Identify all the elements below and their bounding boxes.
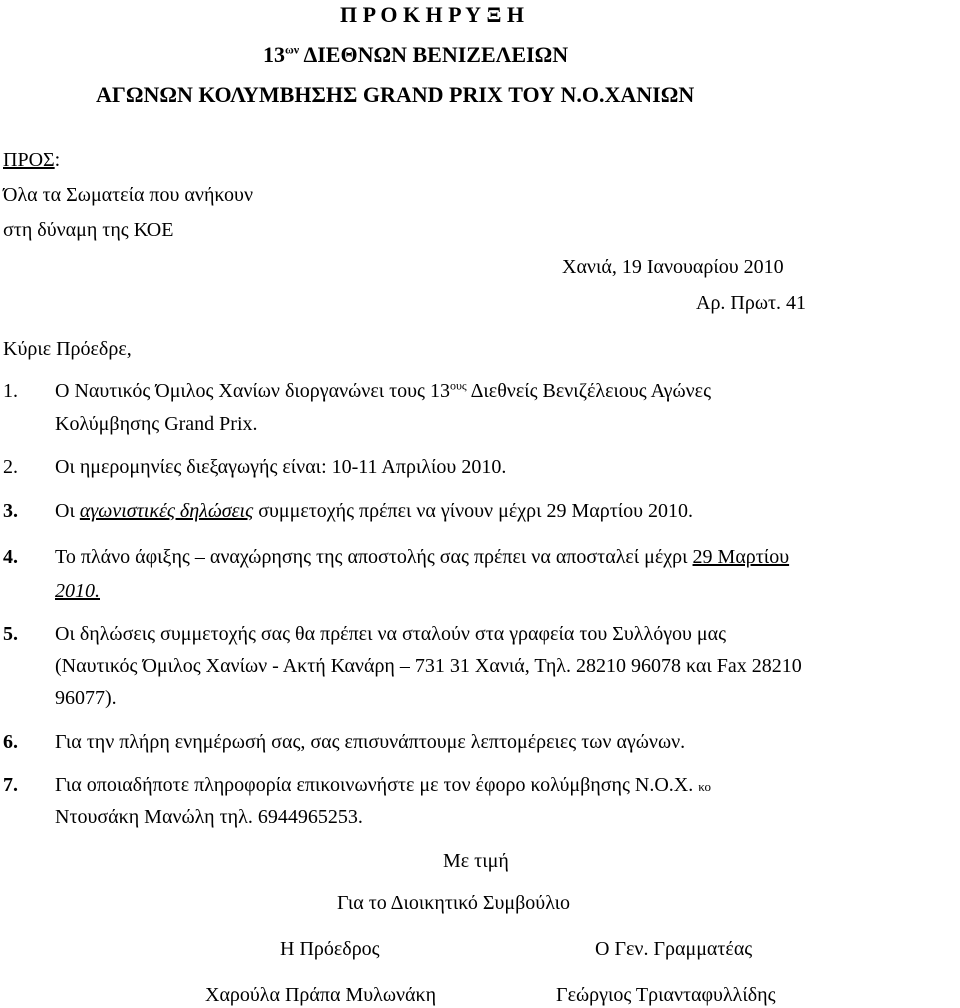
item-1-line-1 — [55, 380, 711, 403]
item-7-line-2: Ντουσάκη Μανώλη τηλ. 6944965253. — [55, 806, 363, 828]
signatory-role-left: Η Πρόεδρος — [280, 938, 380, 960]
item-3-emphasis: αγωνιστικές δηλώσεις — [79, 500, 254, 522]
header-line-2-text: ΔΙΕΘΝΩΝ ΒΕΝΙΖΕΛΕΙΩΝ — [303, 42, 569, 67]
document-title: Π Ρ Ο Κ Η Ρ Υ Ξ Η — [340, 2, 524, 27]
signatory-name-left: Χαρούλα Πράπα Μυλωνάκη — [205, 984, 437, 1006]
header-line-2 — [263, 42, 568, 68]
item-3-number: 3. — [3, 500, 18, 522]
item-3-post: συμμετοχής πρέπει να γίνουν μέχρι 29 Μαρτίου 2010. — [258, 500, 694, 522]
item-2-number: 2. — [3, 456, 18, 478]
item-7-honorific: κο — [698, 779, 711, 794]
item-2-text: Οι ημερομηνίες διεξαγωγής είναι: 10-11 Απριλίου 2010. — [55, 456, 507, 478]
item-4-text: Το πλάνο άφιξης – αναχώρησης της αποστολής σας πρέπει να αποσταλεί μέχρι — [55, 546, 688, 568]
item-1-number: 1. — [3, 380, 18, 402]
item-5-line-3: 96077). — [55, 687, 117, 709]
item-6-number: 6. — [3, 731, 18, 753]
header-superscript: ων — [285, 42, 300, 57]
item-3-line — [55, 500, 693, 523]
item-6-text: Για την πλήρη ενημέρωσή σας, σας επισυνάπτουμε λεπτομέρειες των αγώνων. — [55, 731, 686, 753]
document-date: Χανιά, 19 Ιανουαρίου 2010 — [562, 256, 784, 278]
signatory-name-right: Γεώργιος Τριανταφυλλίδης — [556, 984, 776, 1006]
salutation: Κύριε Πρόεδρε, — [3, 338, 132, 360]
item-3-pre: Οι — [55, 500, 75, 522]
item-1-text-b: Διεθνείς Βενιζέλειους Αγώνες — [470, 380, 711, 402]
item-4-date-2: 2010. — [55, 580, 100, 602]
recipient-line-1: Όλα τα Σωματεία που ανήκουν — [3, 184, 253, 206]
recipient-line-2: στη δύναμη της ΚΟΕ — [3, 219, 174, 241]
closing-regards: Με τιμή — [443, 850, 509, 872]
item-4-line-1 — [55, 546, 789, 569]
item-7-number: 7. — [3, 774, 18, 796]
header-number: 13 — [263, 42, 285, 67]
item-1-superscript: ους — [449, 378, 467, 393]
item-1-text-a: Ο Ναυτικός Όμιλος Χανίων διοργανώνει τους 13 — [55, 380, 450, 402]
item-5-line-2: (Ναυτικός Όμιλος Χανίων - Ακτή Κανάρη – 731 31 Χανιά, Τηλ. 28210 96078 και Fax 28210 — [55, 655, 802, 677]
signatory-role-right: Ο Γεν. Γραμματέας — [595, 938, 753, 960]
item-4-date-1: 29 Μαρτίου — [692, 546, 790, 568]
closing-board: Για το Διοικητικό Συμβούλιο — [337, 892, 571, 914]
header-line-3: ΑΓΩΝΩΝ ΚΟΛΥΜΒΗΣΗΣ GRAND PRIX ΤΟΥ Ν.Ο.ΧΑΝΙΩΝ — [96, 82, 695, 107]
recipient-colon: : — [54, 149, 61, 171]
item-7-line-1 — [55, 774, 711, 797]
item-5-line-1: Οι δηλώσεις συμμετοχής σας θα πρέπει να σταλούν στα γραφεία του Συλλόγου μας — [55, 623, 727, 645]
recipient-label-text: ΠΡΟΣ — [3, 149, 55, 171]
item-4-number: 4. — [3, 546, 18, 568]
item-1-line-2: Κολύμβησης Grand Prix. — [55, 413, 258, 435]
recipient-label — [3, 149, 60, 172]
item-5-number: 5. — [3, 623, 18, 645]
item-7-text: Για οποιαδήποτε πληροφορία επικοινωνήστε με τον έφορο κολύμβησης Ν.Ο.Χ. — [55, 774, 694, 796]
protocol-number: Αρ. Πρωτ. 41 — [696, 292, 807, 314]
